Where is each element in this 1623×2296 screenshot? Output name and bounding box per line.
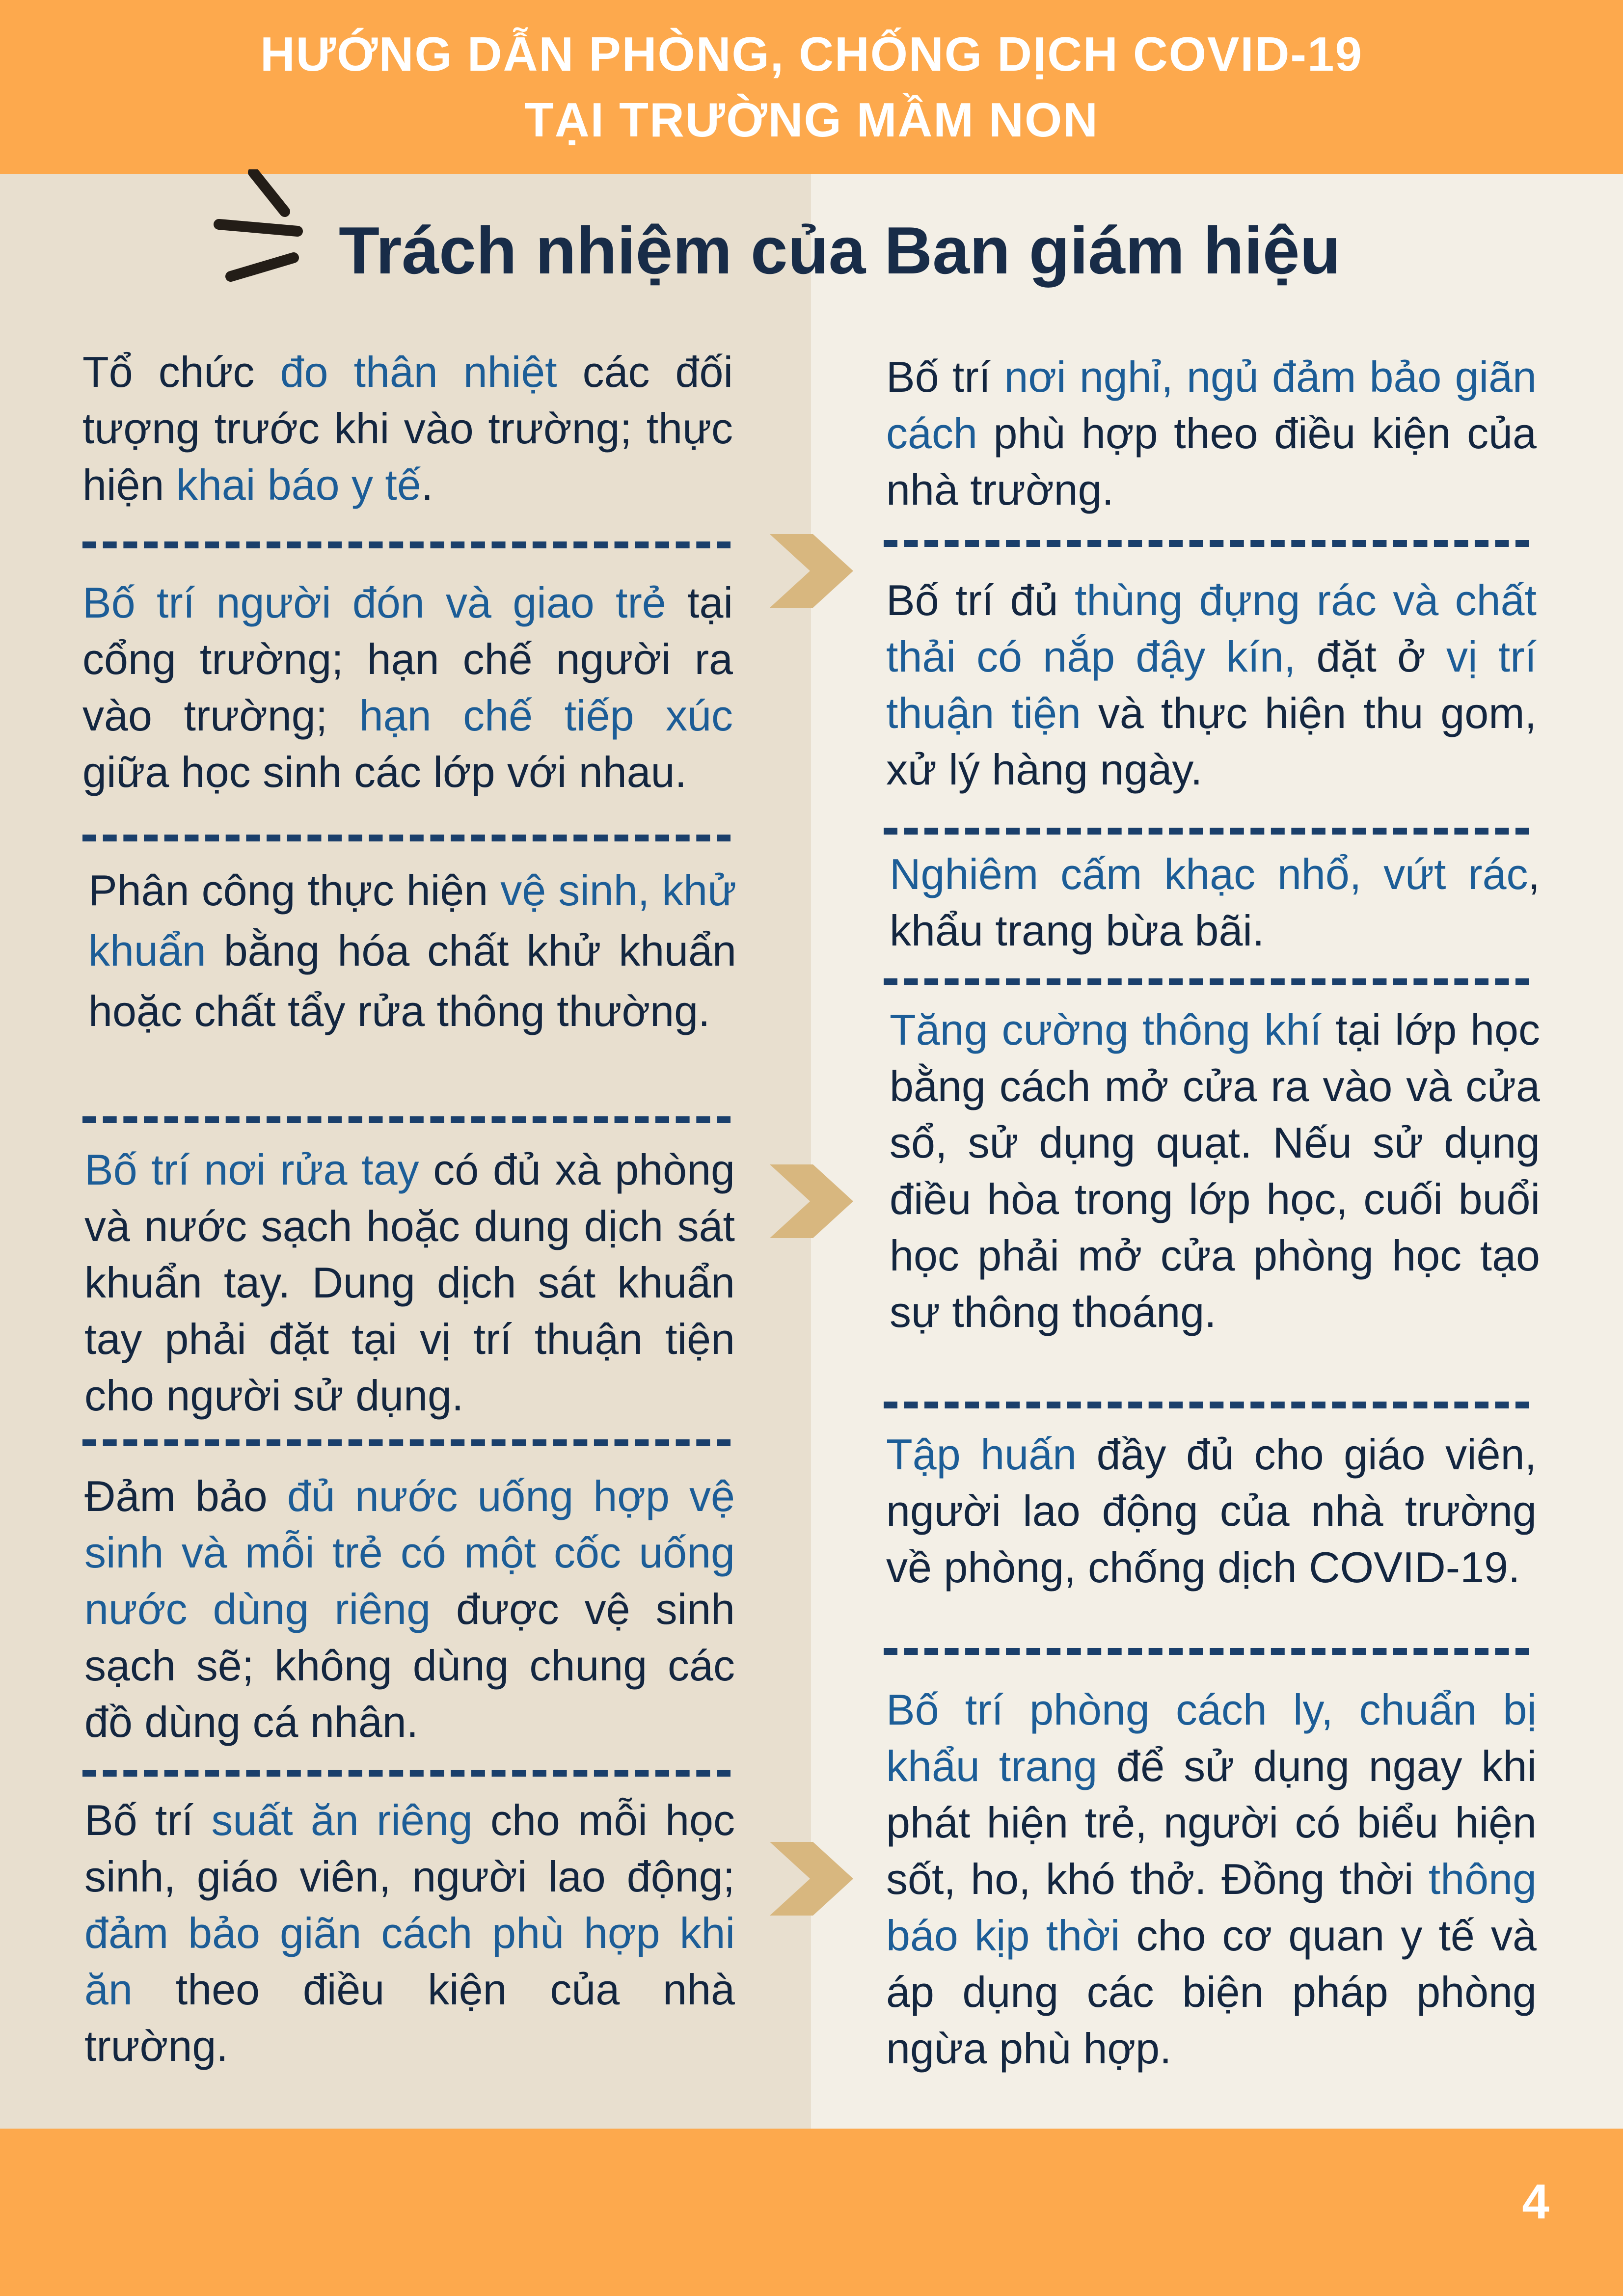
divider <box>82 835 730 841</box>
highlighted-text: thùng đựng rác và chất thải có nắp đậy kín, <box>886 576 1537 681</box>
section-title: Trách nhiệm của Ban giám hiệu <box>339 213 1341 288</box>
divider <box>884 1402 1529 1408</box>
right-item-5 <box>886 1426 1537 1595</box>
divider <box>82 1439 730 1446</box>
highlighted-text: suất ăn riêng <box>211 1796 473 1844</box>
body-text: để sử dụng ngay khi phát hiện trẻ, người có biểu hiện sốt, ho, khó thở. Đồng thời <box>886 1742 1537 1903</box>
body-text: Bố trí <box>886 352 1004 401</box>
body-text: . <box>421 460 433 509</box>
body-text: giữa học sinh các lớp với nhau. <box>82 748 687 796</box>
highlighted-text: Tập huấn <box>886 1430 1077 1479</box>
body-text: đặt ở <box>1296 632 1447 681</box>
body-text: được vệ sinh sạch sẽ; không dùng chung các đồ dùng cá nhân. <box>84 1585 735 1746</box>
body-text: theo điều kiện của nhà trường. <box>84 1965 735 2070</box>
highlighted-text: vị trí thuận tiện <box>886 632 1537 737</box>
highlighted-text: Bố trí nơi rửa tay <box>84 1145 419 1194</box>
header-title-line-1: HƯỚNG DẪN PHÒNG, CHỐNG DỊCH COVID-19 <box>260 27 1363 81</box>
body-text: cho mỗi học sinh, giáo viên, người lao động; <box>84 1796 735 1901</box>
decorative-strokes-icon <box>206 169 324 287</box>
footer-banner <box>0 2129 1623 2296</box>
highlighted-text: nơi nghỉ, ngủ đảm bảo giãn cách <box>886 352 1537 458</box>
body-text: cho cơ quan y tế và áp dụng các biện pháp phòng ngừa phù hợp. <box>886 1911 1537 2073</box>
body-text: đầy đủ cho giáo viên, người lao động của nhà trường về phòng, chống dịch COVID-19. <box>886 1430 1537 1592</box>
right-item-4 <box>890 1001 1540 1340</box>
divider <box>884 978 1529 985</box>
right-item-2 <box>886 572 1537 798</box>
body-text: Tổ chức <box>82 348 280 396</box>
body-text: Bố trí đủ <box>886 576 1075 624</box>
left-item-4 <box>84 1141 735 1424</box>
highlighted-text: Nghiêm cấm khạc nhổ, vứt rác <box>890 850 1528 898</box>
right-item-3 <box>890 846 1540 959</box>
body-text: , khẩu trang bừa bãi. <box>890 850 1540 955</box>
left-item-5 <box>84 1468 735 1750</box>
divider <box>82 541 730 548</box>
highlighted-text: đủ nước uống hợp vệ sinh và mỗi trẻ có một cốc uống nước dùng riêng <box>84 1472 735 1633</box>
highlighted-text: Bố trí phòng cách ly, chuẩn bị khẩu trang <box>886 1685 1537 1790</box>
divider <box>884 828 1529 835</box>
body-text: Đảm bảo <box>84 1472 287 1520</box>
divider <box>884 540 1529 547</box>
left-item-3 <box>88 860 736 1041</box>
chevron-right-icon <box>770 1842 853 1916</box>
body-text: có đủ xà phòng và nước sạch hoặc dung dịch sát khuẩn tay. Dung dịch sát khuẩn tay phải đặt tại vị trí thuận tiện cho người sử dụng. <box>84 1145 735 1420</box>
highlighted-text: đảm bảo giãn cách phù hợp khi ăn <box>84 1909 735 2014</box>
body-text: Phân công thực hiện <box>88 866 501 915</box>
left-item-1 <box>82 344 733 513</box>
chevron-right-icon <box>770 1164 853 1238</box>
divider <box>884 1648 1529 1655</box>
header-banner <box>0 0 1623 174</box>
left-item-6 <box>84 1792 735 2074</box>
body-text: phù hợp theo điều kiện của nhà trường. <box>886 409 1537 514</box>
highlighted-text: hạn chế tiếp xúc <box>359 691 733 740</box>
highlighted-text: khai báo y tế <box>176 460 421 509</box>
highlighted-text: Bố trí người đón và giao trẻ <box>82 578 666 627</box>
divider <box>82 1770 730 1777</box>
body-text: và thực hiện thu gom, xử lý hàng ngày. <box>886 689 1537 794</box>
highlighted-text: thông báo kịp thời <box>886 1855 1537 1960</box>
page-number: 4 <box>1522 2174 1549 2229</box>
highlighted-text: đo thân nhiệt <box>280 348 557 396</box>
body-text: bằng hóa chất khử khuẩn hoặc chất tẩy rửa thông thường. <box>88 926 736 1035</box>
body-text: tại lớp học bằng cách mở cửa ra vào và cửa sổ, sử dụng quạt. Nếu sử dụng điều hòa trong lớp học, cuối buổi học phải mở cửa phòng học tạo sự thông thoáng. <box>890 1005 1540 1336</box>
body-text: các đối tượng trước khi vào trường; thực hiện <box>82 348 733 509</box>
header-title-line-2: TẠI TRƯỜNG MẦM NON <box>524 93 1099 147</box>
divider <box>82 1116 730 1123</box>
body-text: Bố trí <box>84 1796 212 1844</box>
chevron-right-icon <box>770 534 853 608</box>
left-item-2 <box>82 574 733 800</box>
highlighted-text: Tăng cường thông khí <box>890 1005 1322 1054</box>
right-item-1 <box>886 349 1537 518</box>
highlighted-text: vệ sinh, khử khuẩn <box>88 866 736 975</box>
body-text: tại cổng trường; hạn chế người ra vào trường; <box>82 578 733 740</box>
right-item-6 <box>886 1681 1537 2077</box>
